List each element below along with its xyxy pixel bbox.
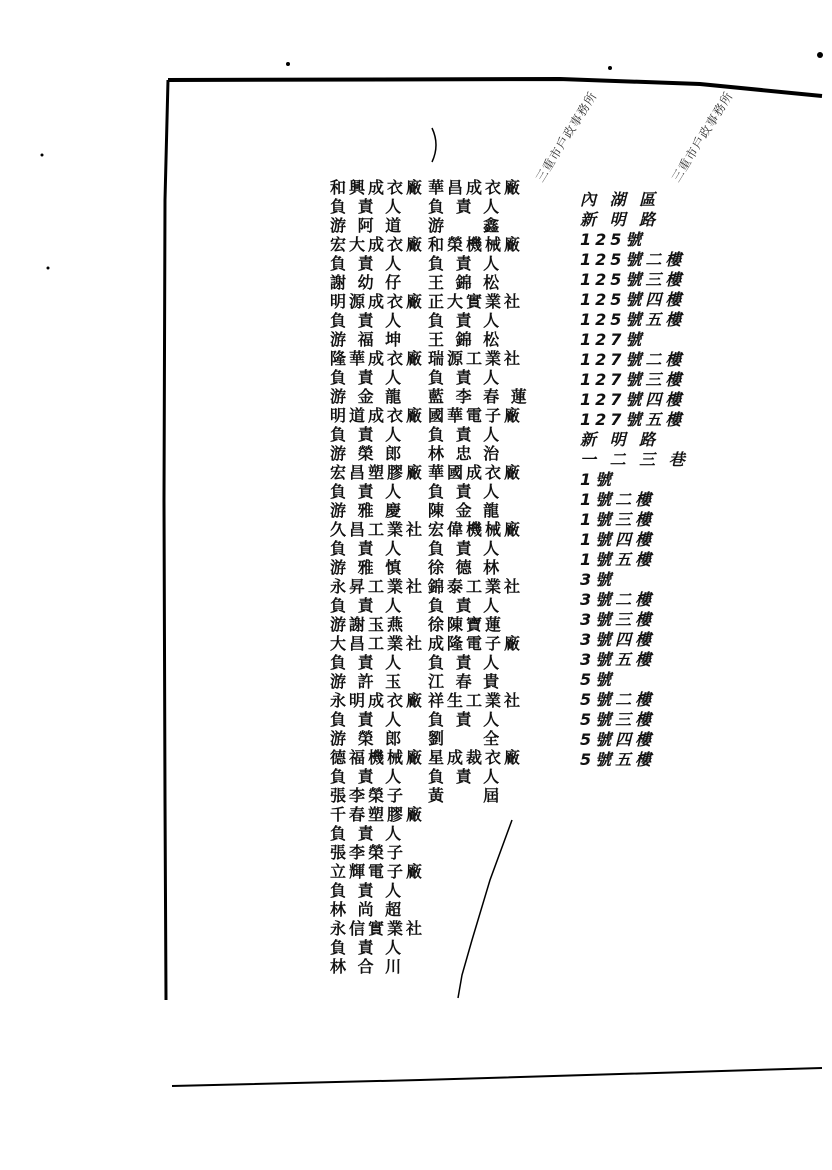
address-line: 125號五樓 [580, 310, 686, 329]
address-line: 125號二樓 [580, 250, 686, 269]
address-line: 新 明 路 [580, 210, 660, 229]
entry-line: 負 責 人 [428, 254, 503, 273]
entry-line: 負 責 人 [330, 938, 405, 957]
entry-line: 負 責 人 [330, 197, 405, 216]
entry-line: 負 責 人 [428, 653, 503, 672]
entry-line: 林 尚 超 [330, 900, 405, 919]
address-line: 125號三樓 [580, 270, 686, 289]
entry-line: 宏偉機械廠 [428, 520, 524, 539]
page-edge-bottom [172, 1068, 822, 1086]
entry-line: 張李榮子 [330, 786, 407, 805]
entry-line: 黃 屆 [428, 786, 503, 805]
entry-line: 張李榮子 [330, 843, 407, 862]
address-line: 125號 [580, 230, 646, 249]
entry-line: 游 許 玉 [330, 672, 405, 691]
entry-line: 王 錦 松 [428, 330, 503, 349]
entry-line: 負 責 人 [330, 368, 405, 387]
entry-line: 德福機械廠 [330, 748, 426, 767]
address-line: 127號 [580, 330, 646, 349]
entry-line: 錦泰工業社 [428, 577, 524, 596]
address-line: 3號三樓 [580, 610, 656, 629]
address-line: 1號三樓 [580, 510, 656, 529]
entry-line: 永明成衣廠 [330, 691, 426, 710]
entry-line: 負 責 人 [330, 653, 405, 672]
address-line: 5號 [580, 670, 616, 689]
stamp-1: 三重市戶政事務所 [532, 88, 600, 185]
scan-speck [286, 62, 290, 66]
entry-line: 明源成衣廠 [330, 292, 426, 311]
entry-line: 陳 金 龍 [428, 501, 503, 520]
entry-line: 瑞源工業社 [428, 349, 524, 368]
entry-line: 負 責 人 [428, 767, 503, 786]
address-line: 1號 [580, 470, 616, 489]
entry-line: 負 責 人 [330, 767, 405, 786]
entry-line: 游 鑫 [428, 216, 503, 235]
entry-line: 負 責 人 [330, 254, 405, 273]
entry-line: 華國成衣廠 [428, 463, 524, 482]
entry-line: 負 責 人 [428, 596, 503, 615]
entry-line: 游 雅 慎 [330, 558, 405, 577]
address-line: 1號五樓 [580, 550, 656, 569]
address-line: 3號二樓 [580, 590, 656, 609]
address-line: 新 明 路 [580, 430, 660, 449]
address-line: 一 二 三 巷 [580, 450, 689, 469]
address-line: 5號三樓 [580, 710, 656, 729]
scan-speck [47, 267, 50, 270]
entry-line: 林 忠 治 [428, 444, 503, 463]
entry-line: 林 合 川 [330, 957, 405, 976]
entry-line: 星成裁衣廠 [428, 748, 524, 767]
address-line: 5號五樓 [580, 750, 656, 769]
address-line: 內 湖 區 [580, 190, 660, 209]
address-line: 3號四樓 [580, 630, 656, 649]
entry-line: 立輝電子廠 [330, 862, 426, 881]
entry-line: 明道成衣廠 [330, 406, 426, 425]
address-line: 127號二樓 [580, 350, 686, 369]
entry-line: 負 責 人 [330, 539, 405, 558]
entry-line: 正大實業社 [428, 292, 524, 311]
address-line: 5號二樓 [580, 690, 656, 709]
address-line: 5號四樓 [580, 730, 656, 749]
entry-line: 久昌工業社 [330, 520, 426, 539]
address-line: 1號二樓 [580, 490, 656, 509]
entry-line: 游謝玉燕 [330, 615, 407, 634]
address-line: 127號五樓 [580, 410, 686, 429]
entry-line: 游 榮 郎 [330, 729, 405, 748]
entry-line: 負 責 人 [428, 197, 503, 216]
entry-line: 負 責 人 [330, 425, 405, 444]
entry-line: 謝 幼 仔 [330, 273, 405, 292]
vertical-scribble [458, 820, 512, 998]
entry-line: 負 責 人 [330, 824, 405, 843]
entry-line: 游 榮 郎 [330, 444, 405, 463]
entry-line: 負 責 人 [330, 596, 405, 615]
entry-line: 宏昌塑膠廠 [330, 463, 426, 482]
entry-line: 負 責 人 [330, 710, 405, 729]
address-line: 127號四樓 [580, 390, 686, 409]
entry-line: 永昇工業社 [330, 577, 426, 596]
entry-line: 王 錦 松 [428, 273, 503, 292]
entry-line: 隆華成衣廠 [330, 349, 426, 368]
entry-line: 負 責 人 [428, 482, 503, 501]
address-line: 3號五樓 [580, 650, 656, 669]
entry-line: 游 福 坤 [330, 330, 405, 349]
entry-line: 和榮機械廠 [428, 235, 524, 254]
entry-line: 徐陳寶蓮 [428, 615, 505, 634]
entry-line: 負 責 人 [330, 311, 405, 330]
entry-line: 國華電子廠 [428, 406, 524, 425]
entry-line: 負 責 人 [330, 881, 405, 900]
entry-line: 劉 全 [428, 729, 503, 748]
scan-speck [41, 154, 44, 157]
paren-mark [432, 128, 436, 162]
entry-line: 大昌工業社 [330, 634, 426, 653]
entry-line: 江 春 貴 [428, 672, 503, 691]
entry-line: 成隆電子廠 [428, 634, 524, 653]
entry-line: 負 責 人 [330, 482, 405, 501]
entry-line: 負 責 人 [428, 368, 503, 387]
entry-line: 負 責 人 [428, 539, 503, 558]
entry-line: 千春塑膠廠 [330, 805, 426, 824]
entry-line: 負 責 人 [428, 710, 503, 729]
scan-speck [608, 66, 612, 70]
entry-line: 藍 李 春 蓮 [428, 387, 530, 406]
entry-line: 負 責 人 [428, 425, 503, 444]
scan-speck [817, 52, 823, 58]
entry-line: 游 阿 道 [330, 216, 405, 235]
entry-line: 宏大成衣廠 [330, 235, 426, 254]
address-line: 3號 [580, 570, 616, 589]
entry-line: 華昌成衣廠 [428, 178, 524, 197]
entry-line: 永信實業社 [330, 919, 426, 938]
entry-line: 徐 德 林 [428, 558, 503, 577]
entry-line: 和興成衣廠 [330, 178, 426, 197]
address-line: 1號四樓 [580, 530, 656, 549]
entry-line: 游 雅 慶 [330, 501, 405, 520]
stamp-2: 三重市戶政事務所 [668, 88, 736, 185]
entry-line: 游 金 龍 [330, 387, 405, 406]
page-edge-left [164, 80, 168, 1000]
address-line: 125號四樓 [580, 290, 686, 309]
address-line: 127號三樓 [580, 370, 686, 389]
entry-line: 負 責 人 [428, 311, 503, 330]
entry-line: 祥生工業社 [428, 691, 524, 710]
